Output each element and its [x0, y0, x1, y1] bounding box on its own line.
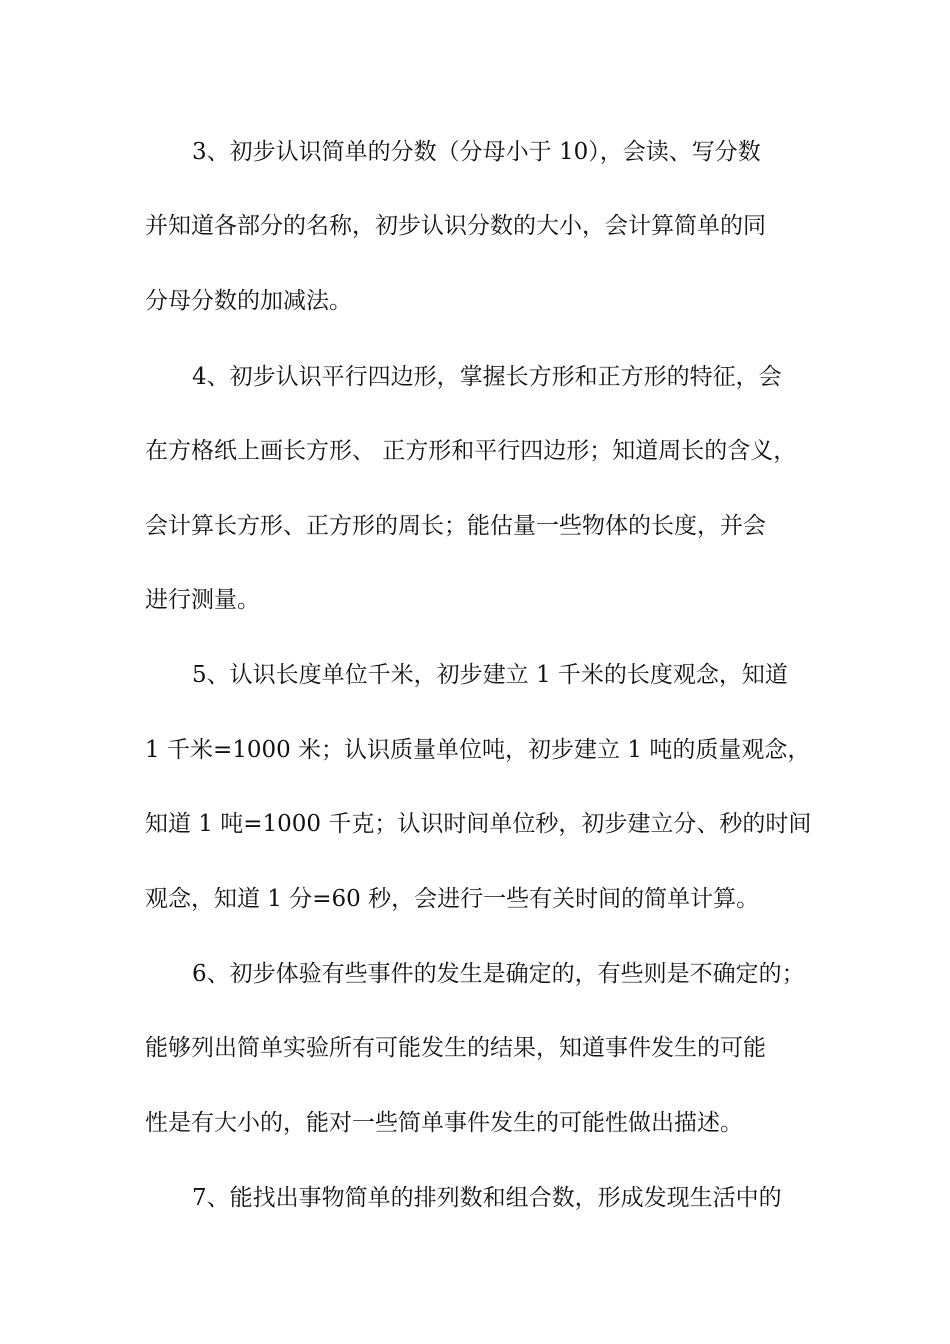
- paragraph-4-line-4: 进行测量。: [145, 587, 260, 613]
- paragraph-5-line-4: 观念，知道 1 分=60 秒，会进行一些有关时间的简单计算。: [145, 886, 760, 912]
- paragraph-4-line-2: 在方格纸上画长方形、 正方形和平行四边形；知道周长的含义，: [145, 438, 797, 464]
- paragraph-4-line-3: 会计算长方形、正方形的周长；能估量一些物体的长度，并会: [145, 513, 766, 539]
- paragraph-3-line-1: 3、初步认识简单的分数（分母小于 10），会读、写分数: [192, 139, 761, 165]
- paragraph-4-line-1: 4、初步认识平行四边形，掌握长方形和正方形的特征，会: [192, 364, 782, 390]
- paragraph-7-line-1: 7、能找出事物简单的排列数和组合数，形成发现生活中的: [192, 1185, 782, 1211]
- paragraph-6-line-2: 能够列出简单实验所有可能发生的结果，知道事件发生的可能: [145, 1035, 766, 1061]
- paragraph-5-line-1: 5、认识长度单位千米，初步建立 1 千米的长度观念，知道: [192, 662, 788, 688]
- paragraph-5-line-2: 1 千米=1000 米；认识质量单位吨，初步建立 1 吨的质量观念，: [145, 737, 811, 763]
- paragraph-3-line-3: 分母分数的加减法。: [145, 288, 352, 314]
- paragraph-3-line-2: 并知道各部分的名称，初步认识分数的大小，会计算简单的同: [145, 213, 766, 239]
- paragraph-6-line-3: 性是有大小的，能对一些简单事件发生的可能性做出描述。: [145, 1110, 743, 1136]
- paragraph-5-line-3: 知道 1 吨=1000 千克；认识时间单位秒，初步建立分、秒的时间: [145, 811, 812, 837]
- paragraph-6-line-1: 6、初步体验有些事件的发生是确定的，有些则是不确定的；: [192, 961, 805, 987]
